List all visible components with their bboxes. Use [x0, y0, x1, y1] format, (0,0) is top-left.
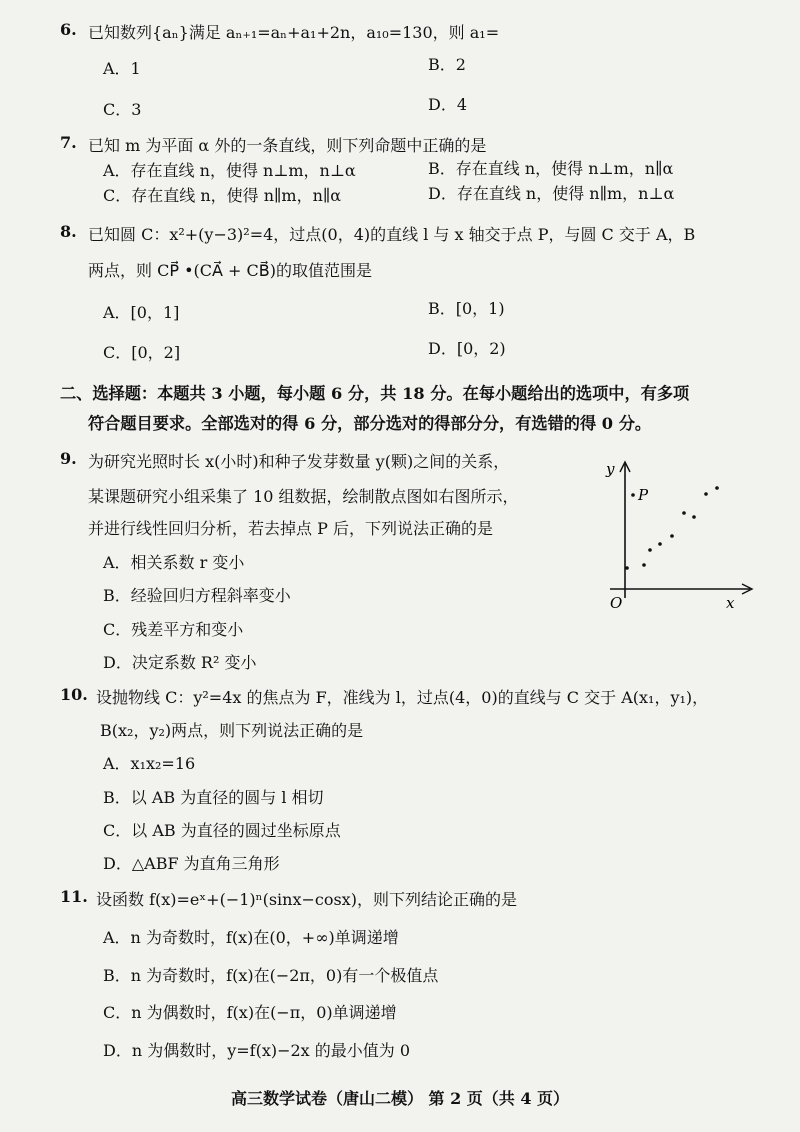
data-point — [682, 511, 686, 515]
data-point — [642, 563, 646, 567]
page-footer: 高三数学试卷（唐山二模） 第 2 页（共 4 页） — [230, 1089, 570, 1108]
scatter-figure — [598, 458, 758, 618]
option-c: C．存在直线 n，使得 n∥m，n∥α — [103, 186, 342, 205]
option-d: D．[0，2) — [428, 339, 506, 358]
question-number: 11. — [60, 887, 88, 906]
option-d: D．△ABF 为直角三角形 — [103, 854, 280, 873]
question-number: 8. — [60, 222, 77, 241]
question-stem: 已知数列{aₙ}满足 aₙ₊₁=aₙ+a₁+2n，a₁₀=130，则 a₁= — [88, 23, 500, 42]
option-a: A．x₁x₂=16 — [103, 754, 196, 773]
option-a: A．1 — [103, 59, 141, 78]
question-number: 6. — [60, 20, 77, 39]
option-d: D．决定系数 R² 变小 — [103, 653, 257, 672]
question-stem-cont: 并进行线性回归分析，若去掉点 P 后，下列说法正确的是 — [88, 519, 493, 538]
question-stem: 为研究光照时长 x(小时)和种子发芽数量 y(颗)之间的关系， — [88, 452, 510, 471]
data-point — [692, 515, 696, 519]
option-d: D．4 — [428, 95, 468, 114]
question-stem-cont: 某课题研究小组采集了 10 组数据，绘制散点图如右图所示， — [88, 487, 519, 506]
option-a: A．[0，1] — [103, 303, 180, 322]
question-stem-cont: 两点，则 CP⃗ •(CA⃗ + CB⃗)的取值范围是 — [88, 261, 372, 280]
data-point — [715, 486, 719, 490]
option-b: B．[0，1) — [428, 299, 505, 318]
option-a: A．n 为奇数时，f(x)在(0，+∞)单调递增 — [103, 928, 399, 947]
question-number: 10. — [60, 685, 88, 704]
question-stem: 已知圆 C：x²+(y−3)²=4，过点(0，4)的直线 l 与 x 轴交于点 P，与圆 C 交于 A，B — [88, 225, 696, 244]
question-number: 9. — [60, 449, 77, 468]
x-label: x — [726, 594, 735, 612]
option-b: B．n 为奇数时，f(x)在(−2π，0)有一个极值点 — [103, 966, 439, 985]
option-b: B．2 — [428, 55, 466, 74]
option-b: B．以 AB 为直径的圆与 l 相切 — [103, 788, 324, 807]
question-stem: 已知 m 为平面 α 外的一条直线，则下列命题中正确的是 — [88, 136, 487, 155]
section-instructions-cont: 符合题目要求。全部选对的得 6 分，部分选对的得部分分，有选错的得 0 分。 — [88, 414, 652, 433]
data-point-p — [631, 493, 635, 497]
question-stem: 设函数 f(x)=eˣ+(−1)ⁿ(sinx−cosx)，则下列结论正确的是 — [96, 890, 517, 909]
question-stem: 设抛物线 C：y²=4x 的焦点为 F，准线为 l，过点(4，0)的直线与 C 交于 A(x₁，y₁)， — [96, 688, 709, 707]
data-point — [670, 534, 674, 538]
y-label: y — [606, 460, 615, 478]
option-b: B．经验回归方程斜率变小 — [103, 586, 291, 605]
question-number: 7. — [60, 133, 77, 152]
data-point — [704, 492, 708, 496]
option-a: A．存在直线 n，使得 n⊥m，n⊥α — [103, 161, 356, 180]
data-point — [625, 566, 629, 570]
option-a: A．相关系数 r 变小 — [103, 553, 245, 572]
question-stem-cont: B(x₂，y₂)两点，则下列说法正确的是 — [100, 721, 364, 740]
option-c: C．残差平方和变小 — [103, 620, 244, 639]
option-c: C．n 为偶数时，f(x)在(−π，0)单调递增 — [103, 1003, 397, 1022]
option-b: B．存在直线 n，使得 n⊥m，n∥α — [428, 159, 674, 178]
option-c: C．以 AB 为直径的圆过坐标原点 — [103, 821, 341, 840]
data-point — [648, 548, 652, 552]
origin-label: O — [610, 594, 623, 612]
option-d: D．n 为偶数时，y=f(x)−2x 的最小值为 0 — [103, 1041, 411, 1060]
data-point — [658, 542, 662, 546]
option-c: C．3 — [103, 100, 142, 119]
option-c: C．[0，2] — [103, 343, 181, 362]
section-instructions: 二、选择题：本题共 3 小题，每小题 6 分，共 18 分。在每小题给出的选项中，有多项 — [60, 384, 690, 403]
point-p-label: P — [638, 486, 649, 504]
option-d: D．存在直线 n，使得 n∥m，n⊥α — [428, 184, 675, 203]
